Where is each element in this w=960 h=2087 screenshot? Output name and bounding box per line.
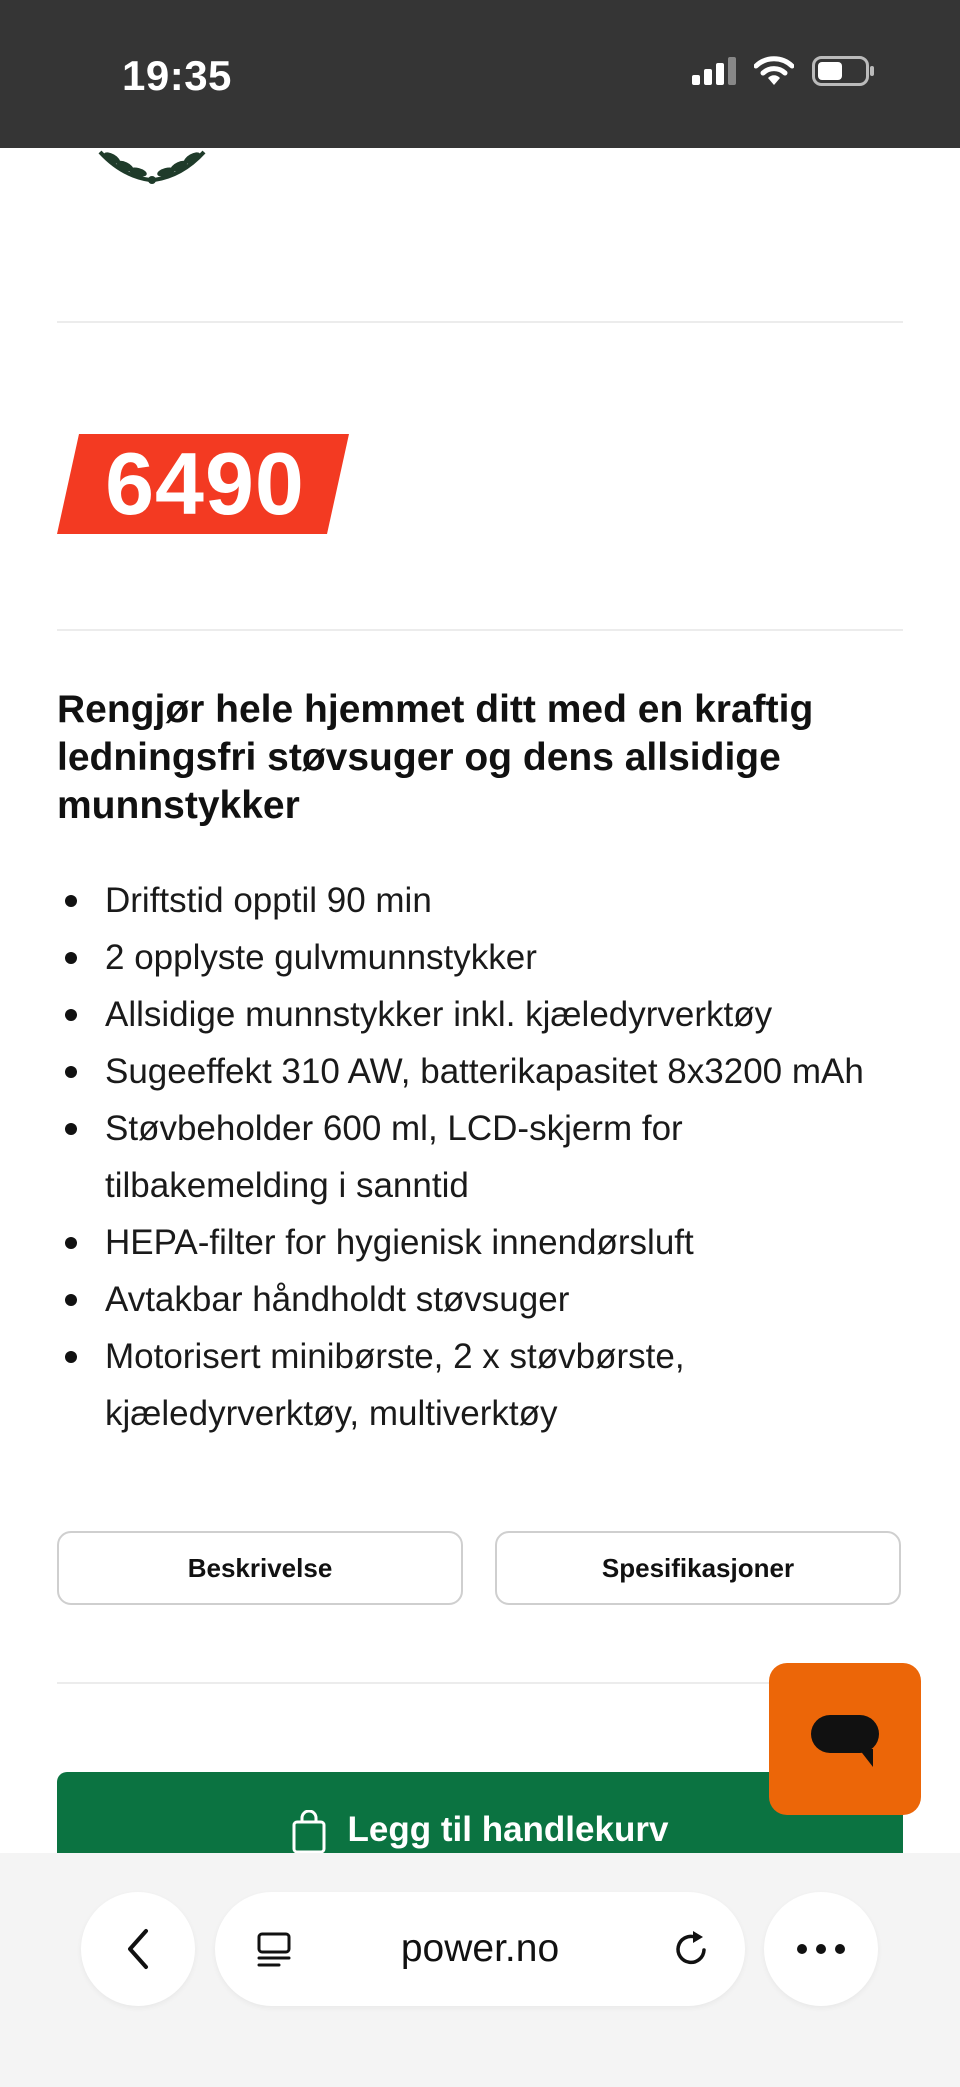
logo-wreath-icon [92, 148, 212, 189]
add-to-cart-label: Legg til handlekurv [347, 1810, 669, 1849]
feature-item: Allsidige munnstykker inkl. kjæledyrverktøy [57, 986, 903, 1043]
status-bar [0, 0, 960, 148]
chevron-left-icon [122, 1927, 154, 1971]
wifi-icon [754, 56, 794, 91]
feature-item: HEPA-filter for hygienisk innendørsluft [57, 1214, 903, 1271]
url-text: power.no [400, 1927, 560, 1970]
signal-icon [692, 57, 736, 90]
price-badge [57, 434, 349, 534]
price-value: 6490 [105, 434, 305, 533]
back-button[interactable] [81, 1892, 195, 2006]
description-button[interactable]: Beskrivelse [57, 1531, 463, 1605]
feature-item: Avtakbar håndholdt støvsuger [57, 1271, 903, 1328]
specifications-button[interactable]: Spesifikasjoner [495, 1531, 901, 1605]
divider [57, 321, 903, 323]
product-headline: Rengjør hele hjemmet ditt med en kraftig ledningsfri støvsuger og dens allsidige munnstykker [57, 688, 814, 827]
battery-icon [812, 56, 876, 91]
chat-button[interactable] [769, 1663, 921, 1815]
chat-bubble-icon [809, 1713, 881, 1771]
feature-item: Sugeeffekt 310 AW, batterikapasitet 8x3200 mAh [57, 1043, 903, 1100]
feature-list [57, 872, 903, 1442]
more-button[interactable] [764, 1892, 878, 2006]
more-dots-icon [796, 1943, 846, 1955]
address-bar[interactable] [215, 1892, 745, 2006]
shopping-bag-icon [292, 1810, 326, 1859]
status-icons [692, 56, 876, 91]
feature-item: Støvbeholder 600 ml, LCD-skjerm for tilbakemelding i sanntid [57, 1100, 903, 1214]
feature-item: Driftstid opptil 90 min [57, 872, 903, 929]
divider [57, 629, 903, 631]
reload-icon[interactable] [671, 1928, 713, 1975]
feature-item: 2 opplyste gulvmunnstykker [57, 929, 903, 986]
feature-item: Motorisert minibørste, 2 x støvbørste, kjæledyrverktøy, multiverktøy [57, 1328, 903, 1442]
status-time: 19:35 [122, 52, 232, 99]
